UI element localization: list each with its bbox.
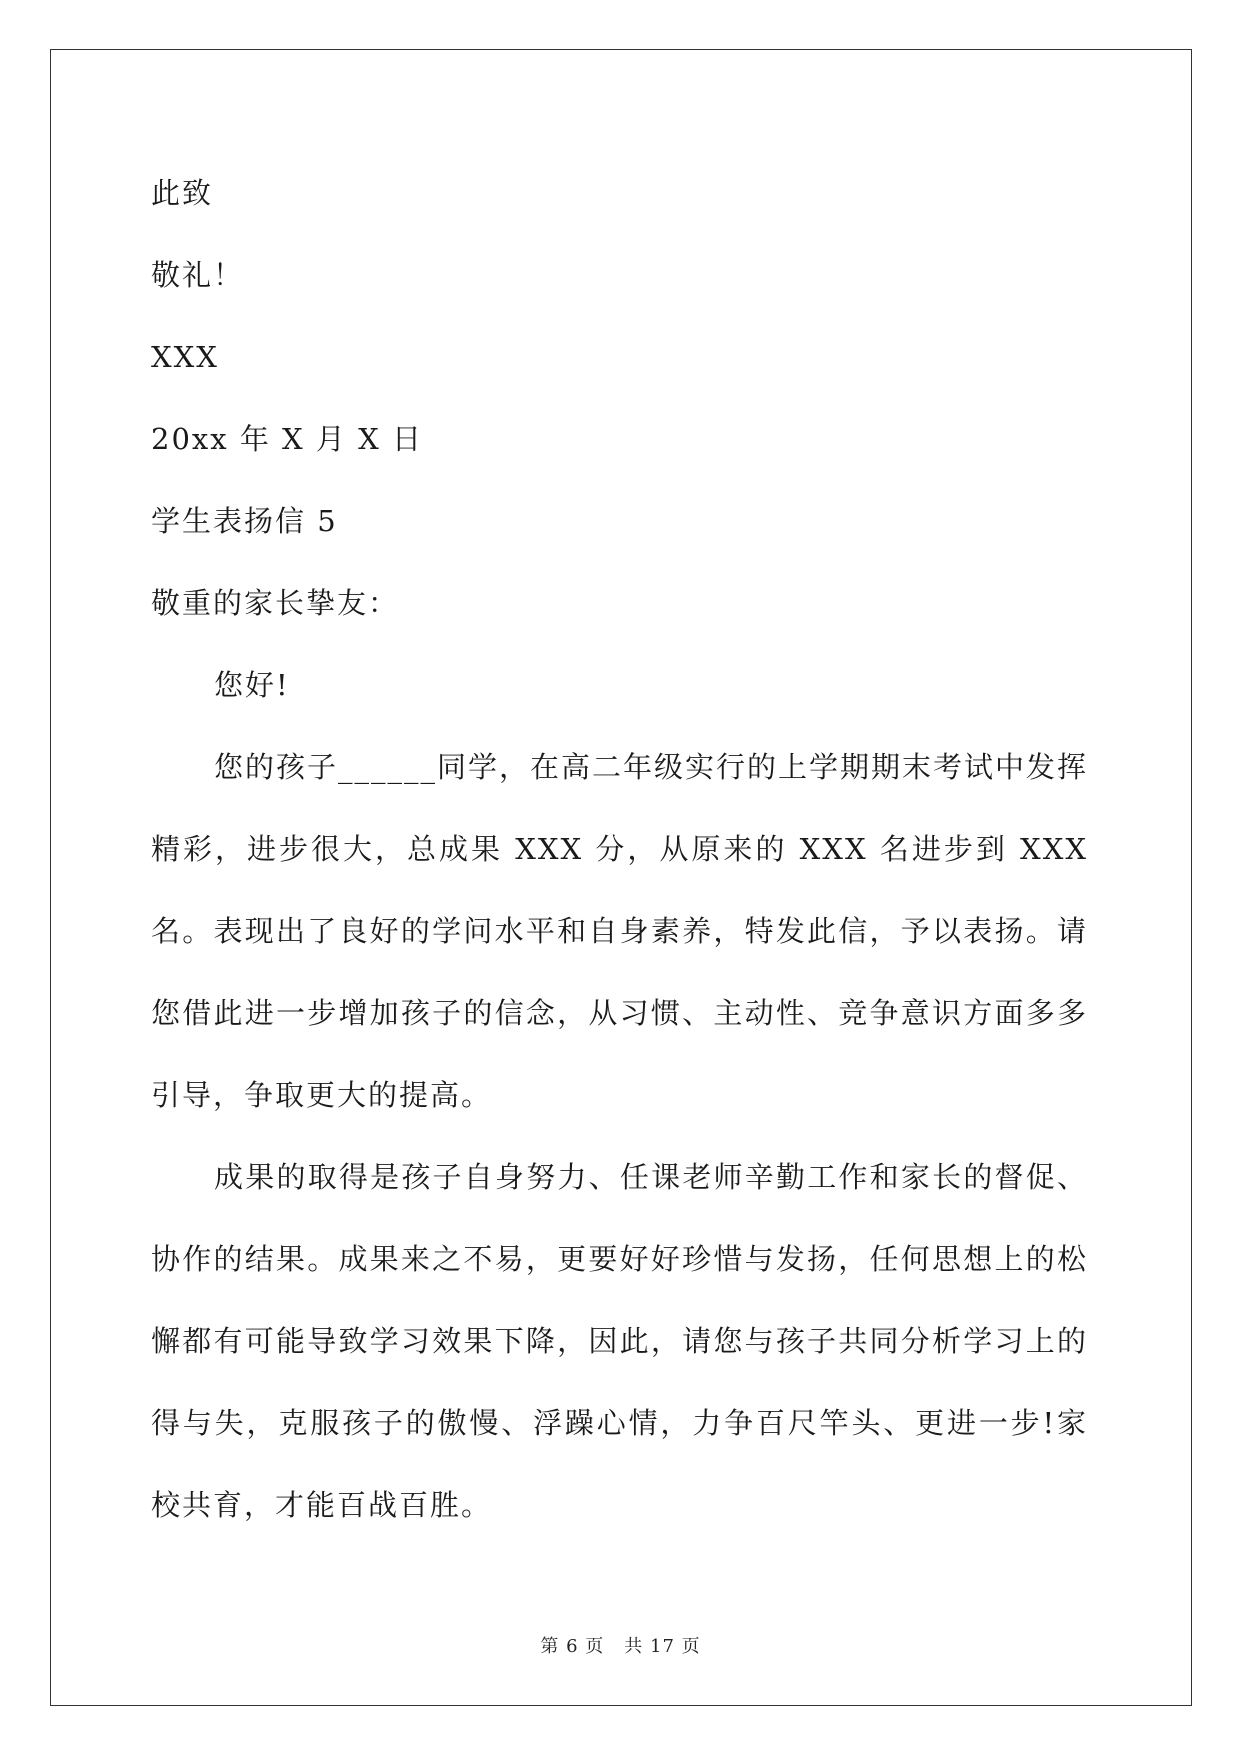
closing-salutation-2: 敬礼！ bbox=[151, 258, 245, 292]
page-total: 共 17 页 bbox=[624, 1636, 701, 1657]
page-footer bbox=[0, 1632, 1241, 1658]
letter-greeting: 敬重的家长挚友： bbox=[151, 586, 400, 620]
letter-date: 20xx 年 X 月 X 日 bbox=[151, 422, 423, 456]
body-paragraph-2: 成果的取得是孩子自身努力、任课老师辛勤工作和家长的督促、协作的结果。成果来之不易，更要好好珍惜与发扬，任何思想上的松懈都有可能导致学习效果下降，因此，请您与孩子共同分析学习上的得与失，克服孩子的傲慢、浮躁心情，力争百尺竿头、更进一步!家校共育，才能百战百胜。 bbox=[151, 1160, 1088, 1522]
closing-salutation-1: 此致 bbox=[151, 176, 214, 210]
letter-title: 学生表扬信 5 bbox=[151, 504, 338, 538]
signature: XXX bbox=[151, 340, 219, 374]
letter-hello: 您好! bbox=[214, 668, 290, 702]
document-body bbox=[151, 152, 1091, 1546]
body-paragraph-1: 您的孩子______同学，在高二年级实行的上学期期末考试中发挥精彩，进步很大，总成果 XXX 分，从原来的 XXX 名进步到 XXX 名。表现出了良好的学问水平和自身素养，特发此信，予以表扬。请您借此进一步增加孩子的信念，从习惯、主动性、竞争意识方面多多引导，争取更大的提高。 bbox=[151, 750, 1089, 1112]
page-number: 第 6 页 bbox=[540, 1636, 605, 1657]
